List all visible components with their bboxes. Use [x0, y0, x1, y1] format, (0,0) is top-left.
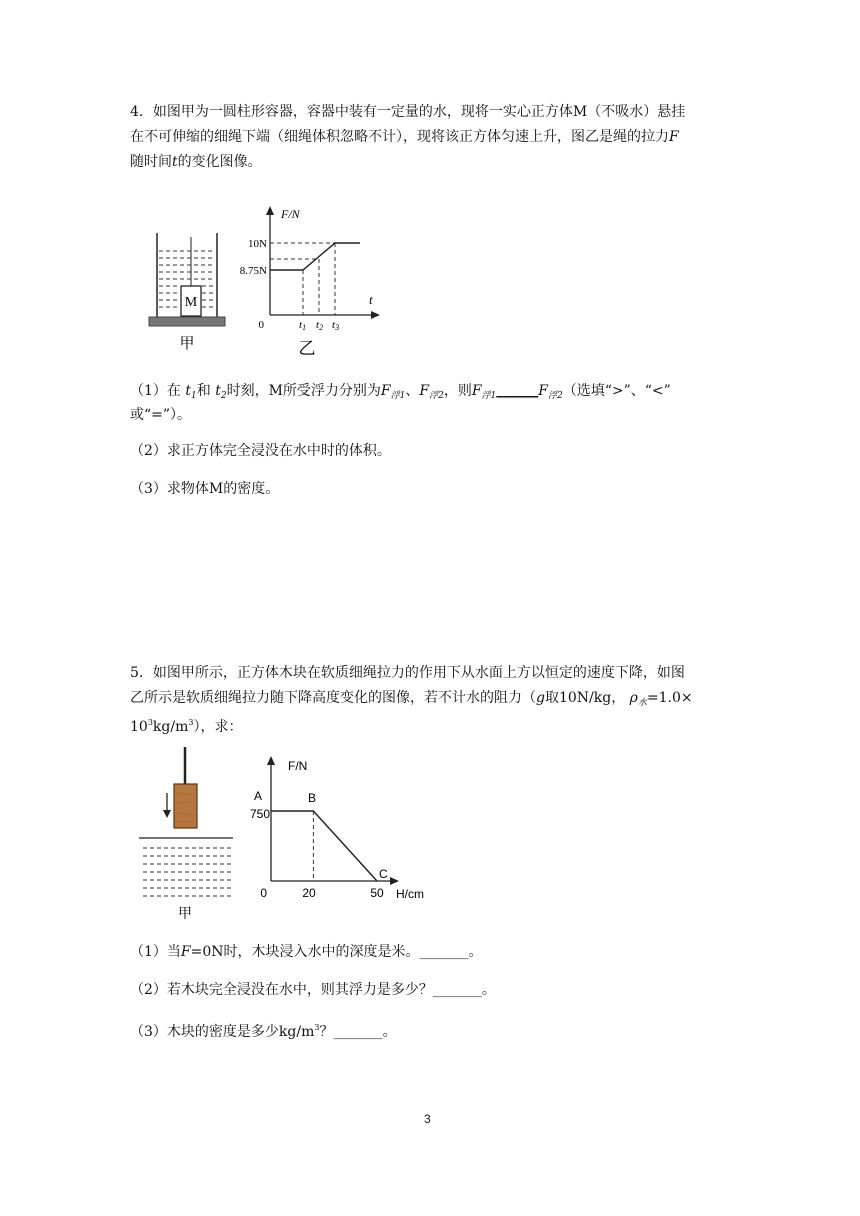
q5-sub2: （2）若木块完全浸没在水中，则其浮力是多少？_______。	[130, 982, 496, 998]
q4-y-arrow	[266, 206, 274, 215]
q4-ytick-875n: 8.75N	[239, 265, 267, 277]
q4-sub1-answer-blank[interactable]: ______	[496, 383, 539, 399]
q5-line3-c: ），求：	[193, 719, 243, 735]
q4-force-symbol: F	[669, 129, 679, 145]
q5-xtick-20: 20	[302, 886, 316, 900]
q4-sub1-t2: t	[215, 383, 221, 399]
q5-y-arrow	[267, 756, 275, 765]
q4-sub1-f4-sub: 浮2	[548, 391, 563, 401]
q5-line2-c: =1.0×	[646, 690, 693, 706]
q5-down-arrowhead	[163, 810, 171, 818]
q4-sub1-f3: F	[471, 383, 482, 399]
q5-origin-label: 0	[260, 886, 267, 900]
q5-line2-b: 取10N/kg，	[544, 690, 626, 706]
q4-sub1-f2-sub: 浮2	[429, 391, 444, 401]
q4-sub1-t1: t	[185, 383, 192, 399]
q5-line3-b: kg/m	[152, 719, 189, 735]
q5-water	[143, 848, 231, 896]
q5-line3-exp2: 3	[188, 718, 194, 727]
q5-xtick-50: 50	[370, 886, 384, 900]
q5-rho-sub: 水	[637, 698, 647, 708]
q5-sub3	[130, 1017, 396, 1043]
q5-sub3-exp: 3	[314, 1023, 320, 1032]
q5-sub1-f: F	[180, 944, 191, 960]
q4-figure-yi	[235, 200, 395, 365]
q4-x-axis-label: t	[369, 292, 373, 307]
q5-line3-a: 10	[130, 719, 148, 735]
q4-sub3: （3）求物体M的密度。	[130, 481, 280, 497]
q4-sub1-f1: F	[380, 383, 391, 399]
q5-g-symbol: g	[536, 690, 545, 706]
q5-point-a: A	[254, 789, 263, 803]
q4-time-symbol: t	[172, 154, 178, 170]
q4-line3-a: 随时间	[130, 154, 172, 170]
q4-container-base	[149, 317, 225, 326]
q4-force-curve	[270, 243, 360, 270]
q4-y-axis-label: F/N	[281, 207, 300, 221]
page-number: 3	[424, 1112, 431, 1126]
q5-line2-a: 乙所示是软质细绳拉力随下降高度变化的图像，若不计水的阻力（	[130, 690, 536, 706]
q4-sub1-line2: 或“=”）。	[130, 407, 192, 423]
q4-origin-label: 0	[258, 319, 264, 331]
q4-sub1-e: （选填“>”、“<”	[562, 383, 671, 399]
q4-sub1-t1-sub: 1	[191, 391, 197, 401]
q5-figure-jia	[135, 745, 245, 925]
q5-sub3-a: （3）木块的密度是多少kg/m	[130, 1024, 315, 1040]
q4-line3-b: 的变化图像。	[177, 154, 262, 170]
q5-sub1	[130, 941, 483, 963]
q5-ytick-750: 750	[249, 807, 270, 821]
q5-sub3-b: ？_______。	[319, 1024, 397, 1040]
q4-xtick-t3: t3	[332, 319, 340, 332]
q5-point-c: C	[379, 867, 388, 881]
q4-sub1-f4: F	[538, 383, 548, 399]
q4-caption-jia: 甲	[179, 335, 195, 352]
q4-sub2: （2）求正方体完全浸没在水中时的体积。	[130, 443, 391, 459]
q5-x-arrow	[390, 877, 399, 885]
q5-line3	[130, 712, 242, 738]
q4-sub1-f2: F	[419, 383, 430, 399]
q4-sub1-b: 和	[196, 383, 211, 399]
q5-rho-symbol: ρ	[629, 690, 638, 706]
q4-line2-text: 在不可伸缩的细绳下端（细绳体积忽略不计），现将该正方体匀速上升，图乙是绳的拉力	[130, 129, 669, 145]
q4-sub1-a: （1）在	[130, 383, 181, 399]
q5-figure-yi	[240, 748, 440, 908]
q5-x-axis-label: H/cm	[396, 887, 424, 901]
q4-line3	[130, 151, 262, 173]
q4-line2	[130, 126, 679, 148]
q5-sub1-b: =0N时，木块浸入水中的深度是米。_______。	[190, 944, 483, 960]
q5-line3-exp: 3	[147, 718, 153, 727]
q4-sub1-t2-sub: 2	[220, 391, 227, 401]
q4-sub1	[130, 380, 671, 407]
q5-point-b: B	[308, 791, 317, 805]
q5-caption-jia: 甲	[178, 905, 192, 921]
q4-figure-jia	[145, 215, 235, 365]
q4-line1: 4．如图甲为一圆柱形容器，容器中装有一定量的水，现将一实心正方体M（不吸水）悬挂	[130, 104, 686, 120]
q4-xtick-t2: t2	[316, 319, 324, 332]
q5-line2	[130, 687, 693, 714]
q5-y-axis-label: F/N	[288, 759, 308, 773]
q4-cube-label: M	[184, 295, 198, 310]
q4-sub1-sep: 、	[405, 383, 420, 399]
q5-line1: 5．如图甲所示，正方体木块在软质细绳拉力的作用下从水面上方以恒定的速度下降，如图	[130, 665, 685, 681]
q4-caption-yi: 乙	[298, 339, 316, 358]
q5-force-curve	[271, 811, 377, 881]
q4-xtick-t1: t1	[299, 319, 307, 332]
q4-guide-lines	[270, 243, 335, 315]
q4-ytick-10n: 10N	[248, 238, 267, 250]
q4-sub1-f3-sub: 浮1	[481, 391, 497, 401]
q4-sub1-c: 时刻，M所受浮力分别为	[226, 383, 381, 399]
q4-sub1-d: ，则	[443, 383, 472, 399]
q4-sub1-f1-sub: 浮1	[390, 391, 406, 401]
q5-sub1-a: （1）当	[130, 944, 181, 960]
q4-x-arrow	[371, 311, 380, 319]
